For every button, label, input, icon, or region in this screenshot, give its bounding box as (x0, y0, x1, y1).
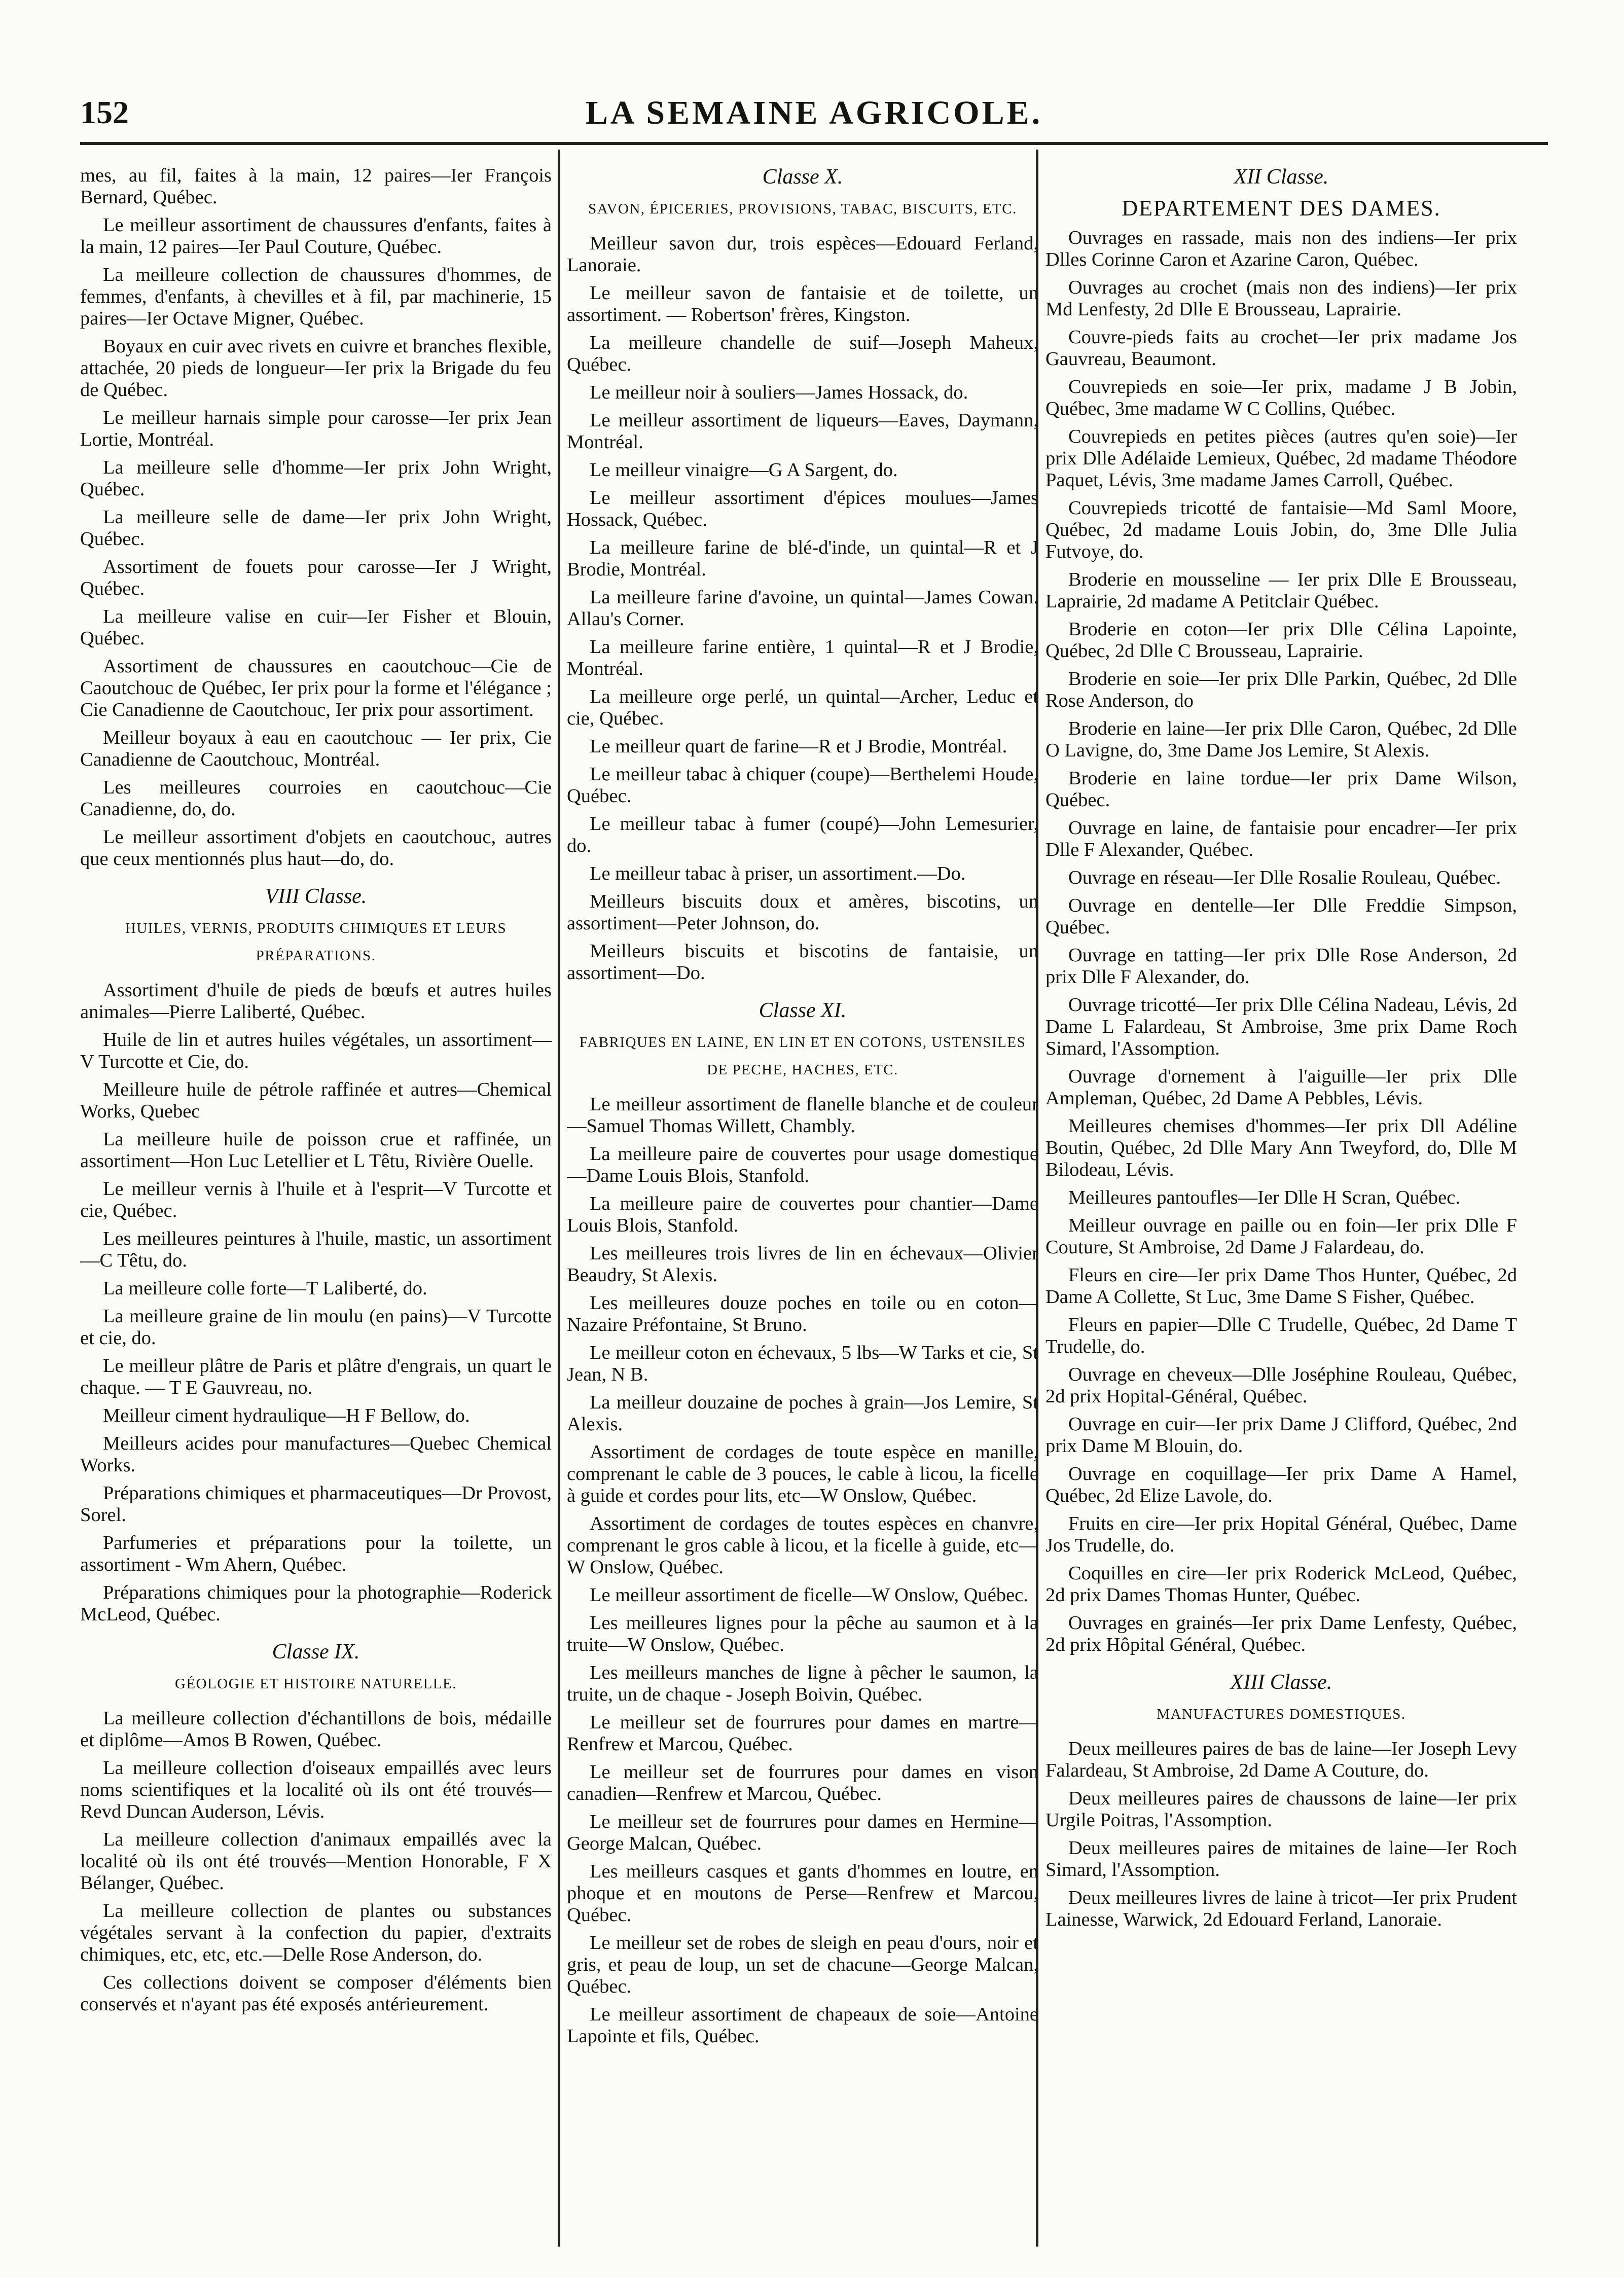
paragraph: Les meilleures lignes pour la pêche au saumon et à la truite—W Onslow, Québec. (567, 1612, 1038, 1655)
column-divider-1 (558, 150, 560, 2247)
paragraph: Couvrepieds en petites pièces (autres qu'en soie)—Ier prix Dlle Adélaide Lemieux, Québec, 2d madame Théodore Paquet, Lévis, 3me madame James Carroll, Québec. (1045, 426, 1517, 491)
paragraph: Le meilleur set de fourrures pour dames en vison canadien—Renfrew et Marcou, Québec. (567, 1761, 1038, 1804)
paragraph: Meilleurs biscuits doux et amères, biscotins, un assortiment—Peter Johnson, do. (567, 891, 1038, 934)
paragraph: Couvrepieds en soie—Ier prix, madame J B Jobin, Québec, 3me madame W C Collins, Québec. (1045, 376, 1517, 419)
paragraph: Fruits en cire—Ier prix Hopital Général, Québec, Dame Jos Trudelle, do. (1045, 1513, 1517, 1556)
section-subheading: GÉOLOGIE ET HISTOIRE NATURELLE. (174, 1676, 457, 1692)
page-header (80, 94, 1548, 137)
paragraph: Le meilleur set de robes de sleigh en peau d'ours, noir et gris, et peau de loup, un set de chacune—George Malcan, Québec. (567, 1932, 1038, 1997)
paragraph: Les meilleures trois livres de lin en échevaux—Olivier Beaudry, St Alexis. (567, 1243, 1038, 1286)
paragraph: Le meilleur set de fourrures pour dames en martre—Renfrew et Marcou, Québec. (567, 1712, 1038, 1755)
paragraph: La meilleure paire de couvertes pour chantier—Dame Louis Blois, Stanfold. (567, 1193, 1038, 1236)
paragraph: Ouvrage d'ornement à l'aiguille—Ier prix Dlle Ampleman, Québec, 2d Dame A Pebbles, Lévis. (1045, 1066, 1517, 1109)
paragraph: Broderie en soie—Ier prix Dlle Parkin, Québec, 2d Dlle Rose Anderson, do (1045, 668, 1517, 711)
paragraph: La meilleure valise en cuir—Ier Fisher et Blouin, Québec. (80, 606, 552, 649)
paragraph: Le meilleur noir à souliers—James Hossack, do. (590, 382, 968, 403)
class-heading: XII Classe. (1234, 165, 1329, 189)
class-heading: VIII Classe. (265, 885, 367, 908)
class-heading: Classe XI. (759, 999, 847, 1022)
paragraph: Le meilleur assortiment de chaussures d'enfants, faites à la main, 12 paires—Ier Paul Couture, Québec. (80, 214, 552, 258)
paragraph: Ouvrage en laine, de fantaisie pour encadrer—Ier prix Dlle F Alexander, Québec. (1045, 817, 1517, 860)
column-2 (567, 165, 1038, 2259)
paragraph: La meilleure selle d'homme—Ier prix John Wright, Québec. (80, 457, 552, 500)
paragraph: Meilleurs biscuits et biscotins de fantaisie, un assortiment—Do. (567, 941, 1038, 984)
paragraph: Broderie en laine tordue—Ier prix Dame Wilson, Québec. (1045, 768, 1517, 811)
paragraph: Meilleur ouvrage en paille ou en foin—Ier prix Dlle F Couture, St Ambroise, 2d Dame J Falardeau, do. (1045, 1215, 1517, 1258)
paragraph: Couvre-pieds faits au crochet—Ier prix madame Jos Gauvreau, Beaumont. (1045, 327, 1517, 370)
paragraph: Broderie en laine—Ier prix Dlle Caron, Québec, 2d Dlle O Lavigne, do, 3me Dame Jos Lemire, St Alexis. (1045, 718, 1517, 761)
paragraph: La meilleure huile de poisson crue et raffinée, un assortiment—Hon Luc Letellier et L Têtu, Rivière Ouelle. (80, 1129, 552, 1172)
paragraph: mes, au fil, faites à la main, 12 paires—Ier François Bernard, Québec. (80, 165, 552, 208)
paragraph: La meilleure chandelle de suif—Joseph Maheux, Québec. (567, 332, 1038, 375)
class-heading: Classe X. (762, 165, 843, 189)
section-subheading: SAVON, ÉPICERIES, PROVISIONS, TABAC, BISCUITS, ETC. (588, 201, 1017, 217)
paragraph: Les meilleures douze poches en toile ou en coton—Nazaire Préfontaine, St Bruno. (567, 1292, 1038, 1335)
paragraph: La meilleure collection de chaussures d'hommes, de femmes, d'enfants, à chevilles et à fil, par machinerie, 15 paires—Ier Octave Migner, Québec. (80, 264, 552, 329)
paragraph: Meilleures pantoufles—Ier Dlle H Scran, Québec. (1068, 1187, 1460, 1208)
paragraph: Ouvrage en dentelle—Ier Dlle Freddie Simpson, Québec. (1045, 895, 1517, 938)
column-1 (80, 165, 552, 2259)
paragraph: Deux meilleures paires de mitaines de laine—Ier Roch Simard, l'Assomption. (1045, 1837, 1517, 1881)
paragraph: Assortiment de chaussures en caoutchouc—Cie de Caoutchouc de Québec, Ier prix pour la forme et l'élégance ; Cie Canadienne de Caoutchouc, Ier prix pour assortiment. (80, 656, 552, 720)
header-rule (80, 142, 1548, 145)
paragraph: Assortiment de cordages de toutes espèces en chanvre, comprenant le gros cable à licou, et la ficelle à guide, etc—W Onslow, Québec. (567, 1513, 1038, 1578)
paragraph: Broderie en mousseline — Ier prix Dlle E Brousseau, Laprairie, 2d madame A Petitclair Québec. (1045, 569, 1517, 612)
paragraph: Le meilleur vernis à l'huile et à l'esprit—V Turcotte et cie, Québec. (80, 1178, 552, 1221)
paragraph: Deux meilleures paires de chaussons de laine—Ier prix Urgile Poitras, l'Assomption. (1045, 1788, 1517, 1831)
paragraph: Le meilleur quart de farine—R et J Brodie, Montréal. (590, 736, 1007, 757)
paragraph: Meilleur boyaux à eau en caoutchouc — Ier prix, Cie Canadienne de Caoutchouc, Montréal. (80, 727, 552, 770)
paragraph: Assortiment de fouets pour carosse—Ier J Wright, Québec. (80, 556, 552, 599)
paragraph: Le meilleur assortiment de liqueurs—Eaves, Daymann, Montréal. (567, 410, 1038, 453)
paragraph: Le meilleur savon de fantaisie et de toilette, un assortiment. — Robertson' frères, Kingston. (567, 282, 1038, 326)
paragraph: Les meilleurs casques et gants d'hommes en loutre, en phoque et en moutons de Perse—Renfrew et Marcou, Québec. (567, 1861, 1038, 1926)
paragraph: Le meilleur assortiment d'épices moulues—James Hossack, Québec. (567, 487, 1038, 530)
paragraph: Préparations chimiques pour la photographie—Roderick McLeod, Québec. (80, 1582, 552, 1625)
journal-title: LA SEMAINE AGRICOLE. (585, 94, 1043, 131)
paragraph: Ouvrage en cuir—Ier prix Dame J Clifford, Québec, 2nd prix Dame M Blouin, do. (1045, 1414, 1517, 1457)
paragraph: Deux meilleures paires de bas de laine—Ier Joseph Levy Falardeau, St Ambroise, 2d Dame A Couture, do. (1045, 1738, 1517, 1781)
paragraph: Fleurs en cire—Ier prix Dame Thos Hunter, Québec, 2d Dame A Collette, St Luc, 3me Dame S Fisher, Québec. (1045, 1264, 1517, 1308)
paragraph: La meilleure collection de plantes ou substances végétales servant à la confection du papier, d'extraits chimiques, etc, etc, etc.—Delle Rose Anderson, do. (80, 1900, 552, 1965)
paragraph: La meilleure collection d'échantillons de bois, médaille et diplôme—Amos B Rowen, Québec. (80, 1708, 552, 1751)
paragraph: Le meilleur assortiment de chapeaux de soie—Antoine Lapointe et fils, Québec. (567, 2004, 1038, 2047)
paragraph: Meilleur ciment hydraulique—H F Bellow, do. (103, 1405, 470, 1426)
paragraph: Broderie en coton—Ier prix Dlle Célina Lapointe, Québec, 2d Dlle C Brousseau, Laprairie. (1045, 619, 1517, 662)
paragraph: Ouvrage en réseau—Ier Dlle Rosalie Rouleau, Québec. (1068, 867, 1501, 888)
paragraph: Ouvrages au crochet (mais non des indiens)—Ier prix Md Lenfesty, 2d Dlle E Brousseau, Laprairie. (1045, 277, 1517, 320)
paragraph: Boyaux en cuir avec rivets en cuivre et branches flexible, attachée, 20 pieds de longueur—Ier prix la Brigade du feu de Québec. (80, 336, 552, 401)
paragraph: Le meilleur tabac à chiquer (coupe)—Berthelemi Houde, Québec. (567, 764, 1038, 807)
paragraph: Deux meilleures livres de laine à tricot—Ier prix Prudent Lainesse, Warwick, 2d Edouard Ferland, Lanoraie. (1045, 1887, 1517, 1930)
paragraph: Les meilleures peintures à l'huile, mastic, un assortiment—C Têtu, do. (80, 1228, 552, 1271)
paragraph: Fleurs en papier—Dlle C Trudelle, Québec, 2d Dame T Trudelle, do. (1045, 1314, 1517, 1357)
paragraph: Ouvrage en coquillage—Ier prix Dame A Hamel, Québec, 2d Elize Lavole, do. (1045, 1463, 1517, 1506)
paragraph: La meilleure collection d'oiseaux empaillés avec leurs noms scientifiques et la localité où ils ont été trouvés—Revd Duncan Auderson, Lévis. (80, 1757, 552, 1822)
paragraph: Ouvrage en cheveux—Dlle Joséphine Rouleau, Québec, 2d prix Hopital-Général, Québec. (1045, 1364, 1517, 1407)
class-heading: Classe IX. (272, 1640, 360, 1664)
paragraph: La meilleure graine de lin moulu (en pains)—V Turcotte et cie, do. (80, 1306, 552, 1349)
paragraph: La meilleure selle de dame—Ier prix John Wright, Québec. (80, 507, 552, 550)
page-number: 152 (80, 94, 129, 130)
paragraph: La meilleur douzaine de poches à grain—Jos Lemire, St Alexis. (567, 1392, 1038, 1435)
paragraph: Assortiment d'huile de pieds de bœufs et autres huiles animales—Pierre Laliberté, Québec. (80, 980, 552, 1023)
paragraph: Le meilleur vinaigre—G A Sargent, do. (590, 459, 898, 481)
paragraph: Le meilleur assortiment d'objets en caoutchouc, autres que ceux mentionnés plus haut—do, do. (80, 826, 552, 870)
paragraph: Le meilleur set de fourrures pour dames en Hermine—George Malcan, Québec. (567, 1811, 1038, 1854)
paragraph: Ouvrage tricotté—Ier prix Dlle Célina Nadeau, Lévis, 2d Dame L Falardeau, St Ambroise, 3me prix Dame Roch Simard, l'Assomption. (1045, 994, 1517, 1059)
column-3 (1045, 165, 1517, 2259)
paragraph: Le meilleur coton en échevaux, 5 lbs—W Tarks et cie, St Jean, N B. (567, 1342, 1038, 1385)
paragraph: Ouvrages en rassade, mais non des indiens—Ier prix Dlles Corinne Caron et Azarine Caron, Québec. (1045, 227, 1517, 270)
paragraph: La meilleure paire de couvertes pour usage domestique—Dame Louis Blois, Stanfold. (567, 1143, 1038, 1186)
paragraph: Le meilleur harnais simple pour carosse—Ier prix Jean Lortie, Montréal. (80, 407, 552, 450)
paragraph: La meilleure farine de blé-d'inde, un quintal—R et J Brodie, Montréal. (567, 537, 1038, 580)
paragraph: La meilleure colle forte—T Laliberté, do. (103, 1278, 427, 1299)
paragraph: Couvrepieds tricotté de fantaisie—Md Saml Moore, Québec, 2d madame Louis Jobin, do, 3me Dlle Julia Futvoye, do. (1045, 497, 1517, 562)
department-heading: DEPARTEMENT DES DAMES. (1122, 196, 1441, 221)
section-subheading: FABRIQUES EN LAINE, EN LIN ET EN COTONS, USTENSILES DE PECHE, HACHES, ETC. (579, 1034, 1026, 1078)
paragraph: Coquilles en cire—Ier prix Roderick McLeod, Québec, 2d prix Dames Thomas Hunter, Québec. (1045, 1563, 1517, 1606)
paragraph: Meilleure huile de pétrole raffinée et autres—Chemical Works, Quebec (80, 1079, 552, 1122)
paragraph: Meilleur savon dur, trois espèces—Edouard Ferland, Lanoraie. (567, 233, 1038, 276)
paragraph: Meilleures chemises d'hommes—Ier prix Dll Adéline Boutin, Québec, 2d Dlle Mary Ann Tweyford, do, Dlle M Bilodeau, Lévis. (1045, 1115, 1517, 1180)
class-heading: XIII Classe. (1230, 1671, 1332, 1694)
paragraph: Les meilleurs manches de ligne à pêcher le saumon, la truite, un de chaque - Joseph Boivin, Québec. (567, 1662, 1038, 1705)
paragraph: Assortiment de cordages de toute espèce en manille, comprenant le cable de 3 pouces, le cable à licou, la ficelle à guide et cordes pour lits, etc—W Onslow, Québec. (567, 1441, 1038, 1506)
paragraph: La meilleure orge perlé, un quintal—Archer, Leduc et cie, Québec. (567, 686, 1038, 729)
paragraph: Le meilleur tabac à fumer (coupé)—John Lemesurier, do. (567, 813, 1038, 856)
paragraph: Le meilleur assortiment de flanelle blanche et de couleur—Samuel Thomas Willett, Chambly. (567, 1094, 1038, 1137)
section-subheading: MANUFACTURES DOMESTIQUES. (1157, 1706, 1406, 1722)
paragraph: La meilleure farine d'avoine, un quintal—James Cowan. Allau's Corner. (567, 587, 1038, 630)
paragraph: Le meilleur tabac à priser, un assortiment.—Do. (590, 863, 966, 884)
paragraph: Le meilleur assortiment de ficelle—W Onslow, Québec. (590, 1584, 1028, 1606)
paragraph: Préparations chimiques et pharmaceutiques—Dr Provost, Sorel. (80, 1483, 552, 1526)
paragraph: Le meilleur plâtre de Paris et plâtre d'engrais, un quart le chaque. — T E Gauvreau, no. (80, 1355, 552, 1398)
paragraph: Les meilleures courroies en caoutchouc—Cie Canadienne, do, do. (80, 777, 552, 820)
section-subheading: HUILES, VERNIS, PRODUITS CHIMIQUES ET LEURS PRÉPARATIONS. (125, 920, 507, 964)
paragraph: Ouvrages en grainés—Ier prix Dame Lenfesty, Québec, 2d prix Hôpital Général, Québec. (1045, 1612, 1517, 1655)
paragraph: Meilleurs acides pour manufactures—Quebec Chemical Works. (80, 1433, 552, 1476)
paragraph: La meilleure collection d'animaux empaillés avec la localité où ils ont été trouvés—Mention Honorable, F X Bélanger, Québec. (80, 1829, 552, 1894)
paragraph: Huile de lin et autres huiles végétales, un assortiment—V Turcotte et Cie, do. (80, 1029, 552, 1072)
paragraph: La meilleure farine entière, 1 quintal—R et J Brodie, Montréal. (567, 636, 1038, 679)
paragraph: Ouvrage en tatting—Ier prix Dlle Rose Anderson, 2d prix Dlle F Alexander, do. (1045, 945, 1517, 988)
paragraph: Ces collections doivent se composer d'éléments bien conservés et n'ayant pas été exposés antérieurement. (80, 1972, 552, 2015)
paragraph: Parfumeries et préparations pour la toilette, un assortiment - Wm Ahern, Québec. (80, 1532, 552, 1575)
